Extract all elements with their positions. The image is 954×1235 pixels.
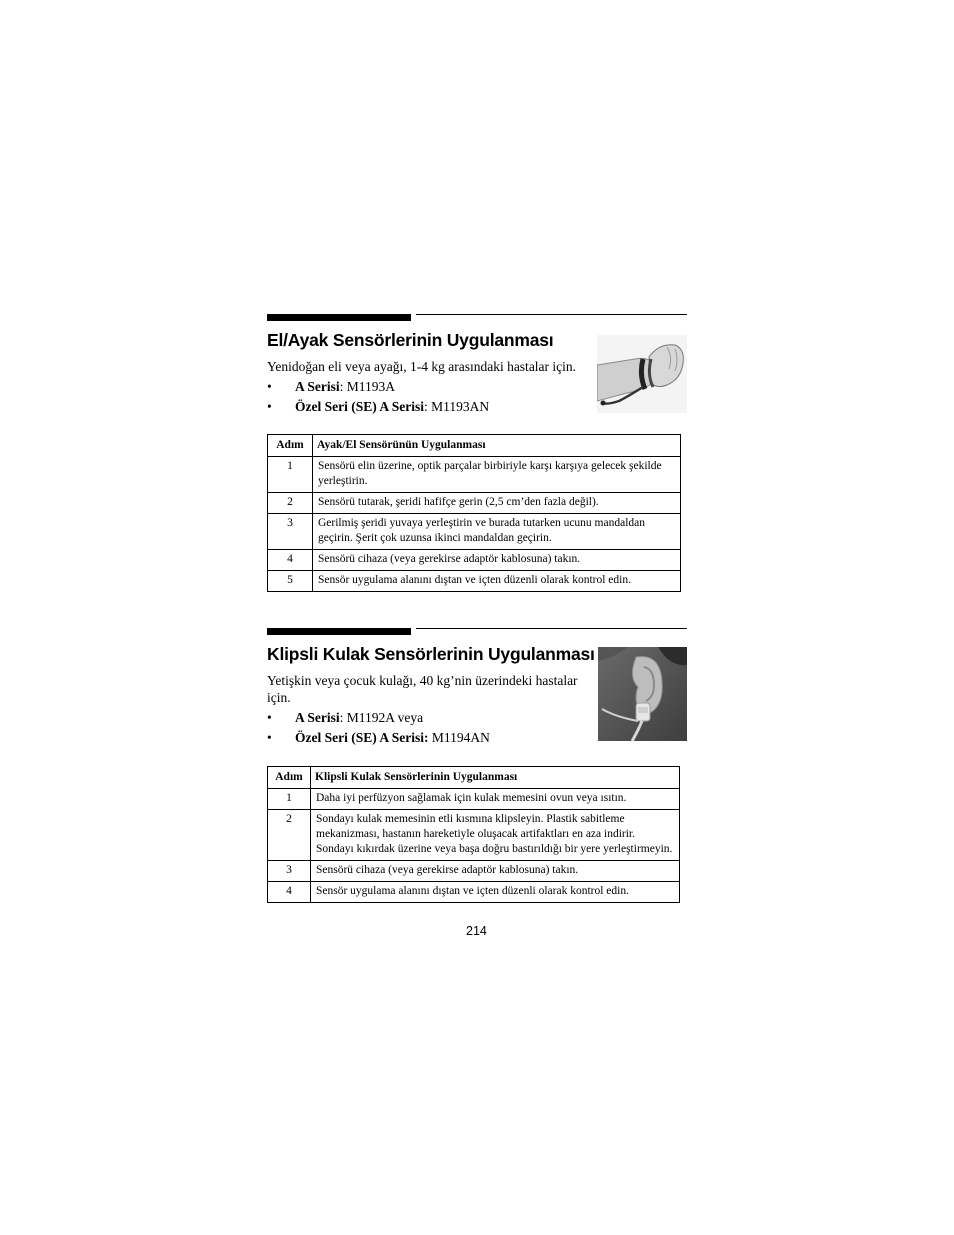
section2-title: Klipsli Kulak Sensörlerinin Uygulanması bbox=[267, 644, 595, 664]
step-text: Sensörü cihaza (veya gerekirse adaptör kablosuna) takın. bbox=[311, 861, 680, 882]
bullet-sep: : bbox=[339, 379, 347, 394]
step-text: Sensörü tutarak, şeridi hafifçe gerin (2,5 cm’den fazla değil). bbox=[313, 493, 681, 514]
table-row bbox=[268, 571, 681, 592]
column-header-step: Adım bbox=[268, 767, 311, 789]
table-row bbox=[268, 810, 680, 861]
step-number: 1 bbox=[268, 789, 311, 810]
column-header-description: Klipsli Kulak Sensörlerinin Uygulanması bbox=[311, 767, 680, 789]
bullet-label: A Serisi bbox=[295, 379, 340, 394]
step-number: 3 bbox=[268, 514, 313, 550]
section1-bullet: • Özel Seri (SE) A Serisi: M1193AN bbox=[267, 399, 490, 414]
section1-title: El/Ayak Sensörlerinin Uygulanması bbox=[267, 330, 554, 350]
bullet-sep: : bbox=[339, 710, 347, 725]
table-row bbox=[268, 861, 680, 882]
section2-rule-thick bbox=[267, 628, 411, 635]
step-number: 4 bbox=[268, 882, 311, 903]
step-number: 2 bbox=[268, 493, 313, 514]
section2-intro: Yetişkin veya çocuk kulağı, 40 kg’nin üzerindeki hastalar için. bbox=[267, 673, 578, 705]
section1-rule-thin bbox=[416, 314, 687, 315]
column-header-description: Ayak/El Sensörünün Uygulanması bbox=[313, 435, 681, 457]
table-row bbox=[268, 789, 680, 810]
step-text: Sensörü elin üzerine, optik parçalar birbiriyle karşı karşıya gelecek şekilde yerleştirin. bbox=[313, 457, 681, 493]
ear-clip-photo bbox=[598, 647, 687, 741]
section2-bullet: • Özel Seri (SE) A Serisi: M1194AN bbox=[267, 730, 490, 745]
step-number: 1 bbox=[268, 457, 313, 493]
step-text: Sensörü cihaza (veya gerekirse adaptör kablosuna) takın. bbox=[313, 550, 681, 571]
section1-rule-thick bbox=[267, 314, 411, 321]
section2-bullet: • A Serisi: M1192A veya bbox=[267, 710, 424, 725]
bullet-label: A Serisi bbox=[295, 710, 340, 725]
table-header-row bbox=[268, 767, 680, 789]
table-row bbox=[268, 493, 681, 514]
column-header-step: Adım bbox=[268, 435, 313, 457]
step-text: Daha iyi perfüzyon sağlamak için kulak memesini ovun veya ısıtın. bbox=[311, 789, 680, 810]
section1-bullet: • A Serisi: M1193A bbox=[267, 379, 396, 394]
page-number: 214 bbox=[466, 924, 487, 938]
step-number: 5 bbox=[268, 571, 313, 592]
step-text: Gerilmiş şeridi yuvaya yerleştirin ve burada tutarken ucunu mandaldan geçirin. Şerit çok uzunsa ikinci mandaldan geçirin. bbox=[313, 514, 681, 550]
section1-steps-table bbox=[267, 434, 681, 592]
bullet-value: M1192A veya bbox=[346, 710, 424, 725]
table-row bbox=[268, 882, 680, 903]
table-row bbox=[268, 550, 681, 571]
step-text: Sensör uygulama alanını dıştan ve içten düzenli olarak kontrol edin. bbox=[313, 571, 681, 592]
bullet-label: Özel Seri (SE) A Serisi bbox=[295, 399, 424, 414]
section2-rule-thin bbox=[416, 628, 687, 629]
step-text: Sondayı kulak memesinin etli kısmına klipsleyin. Plastik sabitleme mekanizması, hastanın hareketiyle oluşacak artifaktları en aza indirir. Sondayı kıkırdak üzerine veya başa doğru bastırıldığı bir yere yerleştirmeyin. bbox=[311, 810, 680, 861]
section1-intro: Yenidoğan eli veya ayağı, 1-4 kg arasındaki hastalar için. bbox=[267, 359, 577, 374]
table-row bbox=[268, 514, 681, 550]
section2-steps-table bbox=[267, 766, 680, 903]
bullet-value: M1194AN bbox=[431, 730, 490, 745]
bullet-label: Özel Seri (SE) A Serisi: bbox=[295, 730, 429, 745]
table-header-row bbox=[268, 435, 681, 457]
bullet-sep: : bbox=[424, 399, 432, 414]
step-number: 2 bbox=[268, 810, 311, 861]
step-text: Sensör uygulama alanını dıştan ve içten düzenli olarak kontrol edin. bbox=[311, 882, 680, 903]
step-number: 3 bbox=[268, 861, 311, 882]
bullet-value: M1193A bbox=[346, 379, 396, 394]
hand-sensor-photo bbox=[597, 335, 687, 413]
bullet-value: M1193AN bbox=[431, 399, 490, 414]
step-number: 4 bbox=[268, 550, 313, 571]
table-row bbox=[268, 457, 681, 493]
